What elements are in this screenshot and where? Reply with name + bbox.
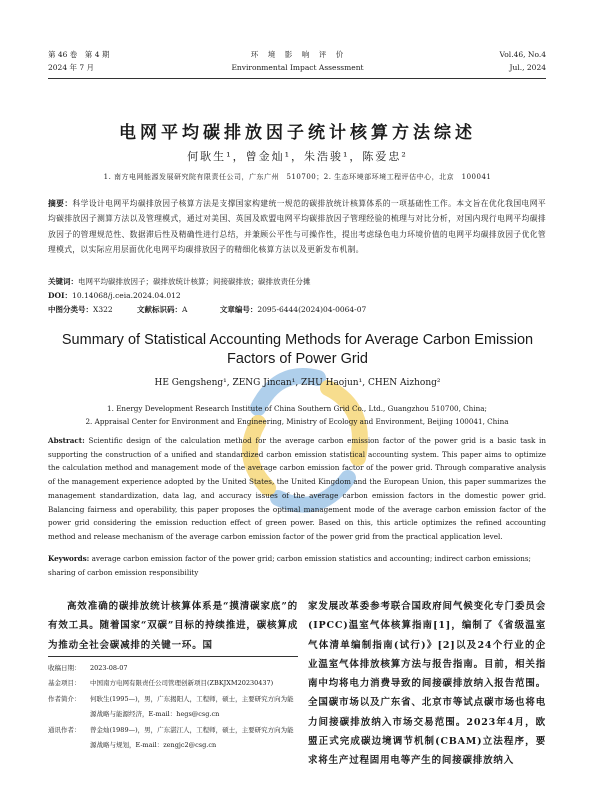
keywords-en-label: Keywords: [48, 554, 90, 563]
abstract-en-text: Scientific design of the calculation method for the average carbon emission factor of the power grid is a basic task in supporting the construction of a unified and standardized carbon emission statistical accounting system. This paper aims to optimize the calculation method and management mode of the average carbon emission factor of the power grid. Through comparative analysis of the management experience adopted by the United States, the United Kingdom and the European Union, this paper summarizes the management standardization, data lag, and accuracy issues of the average carbon emission factors in the domestic power grid. Balancing fairness and operability, this paper proposes the optimal management mode of the average carbon emission factor of the power grid considering the emission reduction effect of green power. Based on this, this article optimizes the refined accounting method and release mechanism of the average carbon emission factor of the power grid from the practical application level. [48, 436, 546, 541]
footnote-text: 何耿生(1995—)，男，广东揭阳人，工程师，硕士，主要研究方向为能源战略与能源经济，E-mail：hegs@csg.cn [90, 694, 294, 719]
header-volume-cn: 第 46 卷 第 4 期 [48, 50, 110, 59]
body-column-right: 家发展改革委参考联合国政府间气候变化专门委员会(IPCC)温室气体核算指南[1]，编制了《省级温室气体清单编制指南(试行)》[2]以及24个行业的企业温室气体排放核算方法与报告指南。目前，相关指南中均将电力消费导致的间接碳排放纳入报告范围。全国碳市场以及广东省、北京市等试点碳市场也将电力间接碳排放纳入市场交易范围。2023年4月，欧盟正式完成碳边境调节机制(CBAM)立法程序，要求将生产过程固用电等产生的间接碳排放纳入 [308, 601, 546, 767]
article-no-label: 文章编号： [219, 305, 258, 314]
title-en: Summary of Statistical Accounting Methods for Average Carbon Emission Factors of Power Grid [61, 332, 534, 367]
keywords-cn-label: 关键词： [48, 277, 78, 286]
keywords-en [48, 552, 546, 579]
header-date-cn: 2024 年 7 月 [48, 63, 95, 72]
doi-text: 10.14068/j.ceia.2024.04.012 [72, 291, 181, 300]
header-journal-cn: 环 境 影 响 评 价 [250, 50, 345, 59]
footnotes [48, 661, 298, 753]
abstract-cn-text: 科学设计电网平均碳排放因子核算方法是支撑国家构建统一规范的碳排放统计核算体系的一项基础性工作。本文旨在优化我国电网平均碳排放因子测算方法以及管理模式，通过对美国、英国及欧盟电网平均碳排放因子管理经验的梳理与对比分析，对国内现行电网平均碳排放因子的管理规范性、数据滞后性及精确性进行总结，并兼顾公平性与可操作性，提出考虑绿色电力环境价值的电网平均碳排放因子优化管理模式，以实际应用层面优化电网平均碳排放因子的精细化核算方法以及更新发布机制。 [48, 199, 546, 254]
header-volume-en: Vol.46, No.4 [499, 50, 546, 59]
footnote-label: 收稿日期： [48, 664, 81, 672]
footnote-funding [48, 676, 298, 691]
keywords-cn [48, 276, 546, 288]
keywords-en-text: average carbon emission factor of the power grid; carbon emission statistics and accounting; indirect carbon emissions; sharing of carbon emission responsibility [48, 554, 531, 577]
footnote-corresponding [48, 723, 298, 754]
abstract-cn-label: 摘要： [48, 199, 73, 208]
footnote-text: 曾金灿(1989—)，男，广东湛江人，工程师，硕士，主要研究方向为能源战略与规划，E-mail：zengjc2@csg.cn [90, 725, 294, 750]
classification [48, 304, 546, 316]
footnote-text: 中国南方电网有限责任公司管理创新项目(ZBKJXM20230437) [90, 679, 274, 688]
abstract-en-label: Abstract: [48, 436, 85, 445]
footnote-text: 2023-08-07 [90, 664, 128, 672]
clc-value: X322 [93, 305, 113, 314]
title-cn: 电网平均碳排放因子统计核算方法综述 [119, 123, 476, 143]
header-rule [48, 78, 546, 79]
header-date-en: Jul., 2024 [509, 63, 546, 72]
affiliation-en-1: 1. Energy Development Research Institute of China Southern Grid Co., Ltd., Guangzhou 510700, China; [107, 404, 487, 413]
doi [48, 290, 181, 302]
abstract-en [48, 434, 546, 544]
affiliation-en-2: 2. Appraisal Center for Environment and Engineering, Ministry of Ecology and Environment, Beijing 100041, China [85, 417, 509, 426]
footnote-rule [48, 656, 298, 657]
authors-cn: 何耿生¹，曾金灿¹，朱浩骏¹，陈爱忠² [187, 150, 408, 163]
header-journal-en: Environmental Impact Assessment [231, 63, 364, 72]
abstract-cn [48, 196, 546, 257]
footnote-received [48, 661, 298, 676]
footnote-author [48, 692, 298, 723]
authors-en: HE Gengsheng¹, ZENG Jincan¹, ZHU Haojun¹, CHEN Aizhong² [154, 378, 441, 388]
doc-code-value: A [182, 305, 188, 314]
affiliations-en [48, 402, 546, 428]
body-column-left: 高效准确的碳排放统计核算体系是“摸清碳家底”的有效工具。随着国家“双碳”目标的持续推进，碳核算成为推动全社会碳减排的关键一环。国 [48, 601, 298, 651]
footnote-label: 通讯作者： [48, 725, 81, 734]
footnote-label: 作者简介： [48, 694, 81, 703]
doi-label: DOI： [48, 291, 73, 300]
footnote-label: 基金项目： [48, 679, 81, 688]
article-no-value: 2095-6444(2024)04-0064-07 [257, 305, 367, 314]
keywords-cn-text: 电网平均碳排放因子；碳排放统计核算；间接碳排放；碳排放责任分摊 [78, 277, 311, 286]
affiliations-cn: 1. 南方电网能源发展研究院有限责任公司，广东广州 510700；2. 生态环境部环境工程评估中心，北京 100041 [103, 173, 492, 181]
clc-label: 中图分类号： [48, 305, 93, 314]
doc-code-label: 文献标识码： [137, 305, 183, 314]
